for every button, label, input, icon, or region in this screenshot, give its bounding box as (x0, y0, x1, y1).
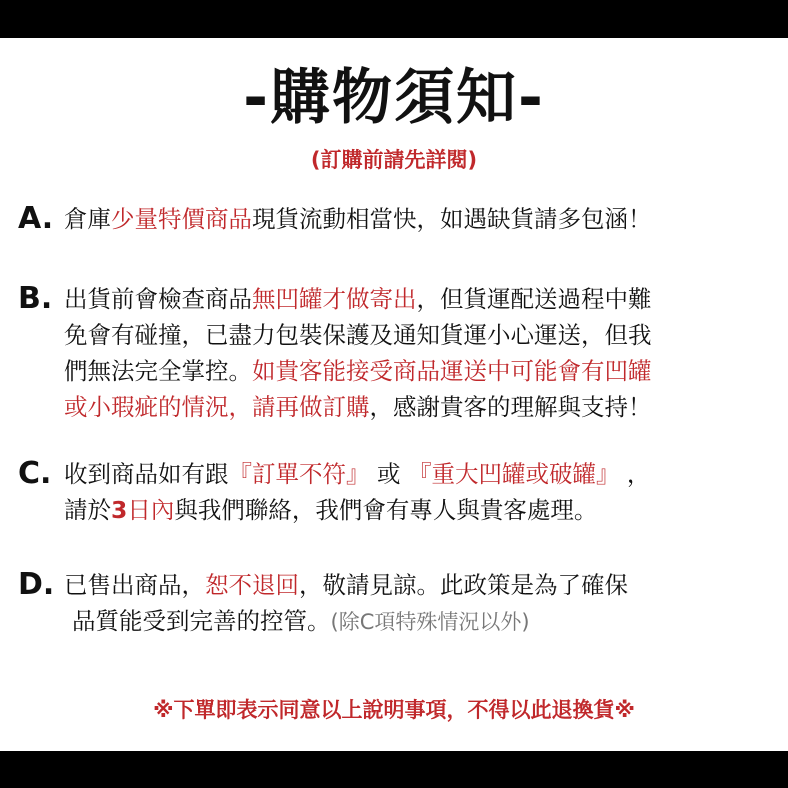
text-segment: 品質能受到完善的控管。 (72, 607, 331, 635)
section-letter-a: A. (18, 201, 54, 236)
text-segment: ， (619, 460, 651, 488)
section-c-text (64, 456, 774, 528)
section-letter-b: B. (18, 281, 53, 316)
text-segment: 與我們聯絡，我們會有專人與貴客處理。 (174, 496, 598, 524)
text-segment: 出貨前會檢查商品 (64, 285, 252, 313)
highlight-text: 無凹罐才做寄出 (252, 285, 417, 313)
agreement-notice: ※下單即表示同意以上說明事項，不得以此退換貨※ (153, 698, 635, 722)
section-letter-c: C. (18, 456, 52, 491)
text-segment: 現貨流動相當快，如遇缺貨請多包涵！ (252, 205, 652, 233)
section-letter-d: D. (18, 567, 55, 602)
section-b-text (64, 281, 774, 425)
text-segment: 或 (369, 460, 408, 488)
highlight-number: 3 (111, 496, 128, 524)
text-segment: 倉庫 (64, 205, 111, 233)
text-segment: ，感謝貴客的理解與支持！ (369, 393, 652, 421)
text-segment: ，敬請見諒。此政策是為了確保 (299, 571, 628, 599)
section-b-line-2 (64, 317, 774, 353)
top-black-bar (0, 0, 788, 38)
bottom-black-bar (0, 751, 788, 788)
page-subtitle: (訂購前請先詳閱) (310, 148, 478, 172)
highlight-text: 少量特價商品 (111, 205, 252, 233)
exception-note: (除C項特殊情況以外) (330, 610, 530, 634)
text-segment: 收到商品如有跟 (64, 460, 229, 488)
section-b-line-4 (64, 389, 774, 425)
section-d-line-2 (64, 603, 774, 640)
highlight-text: 『重大凹罐或破罐』 (407, 460, 620, 488)
section-d-text (64, 567, 774, 640)
highlight-text: 恕不退回 (205, 571, 299, 599)
section-c-line-2 (64, 492, 774, 528)
page-title: -購物須知- (243, 63, 545, 133)
text-segment: 們無法完全掌控。 (64, 357, 252, 385)
section-b-line-3 (64, 353, 774, 389)
section-b-line-1 (64, 281, 774, 317)
section-a-line-1 (64, 201, 774, 237)
text-segment: ，但貨運配送過程中難 (416, 285, 652, 313)
section-c-line-1 (64, 456, 774, 492)
section-d-line-1 (64, 567, 774, 603)
highlight-text: 如貴客能接受商品運送中可能會有凹罐 (252, 357, 652, 385)
text-segment: 請於 (64, 496, 111, 524)
section-a-text (64, 201, 774, 237)
highlight-text: 『訂單不符』 (228, 460, 370, 488)
text-segment: 免會有碰撞，已盡力包裝保護及通知貨運小心運送，但我 (64, 321, 652, 349)
highlight-text: 日內 (127, 496, 175, 524)
text-segment: 已售出商品， (64, 571, 205, 599)
highlight-text: 或小瑕疵的情況，請再做訂購 (64, 393, 370, 421)
